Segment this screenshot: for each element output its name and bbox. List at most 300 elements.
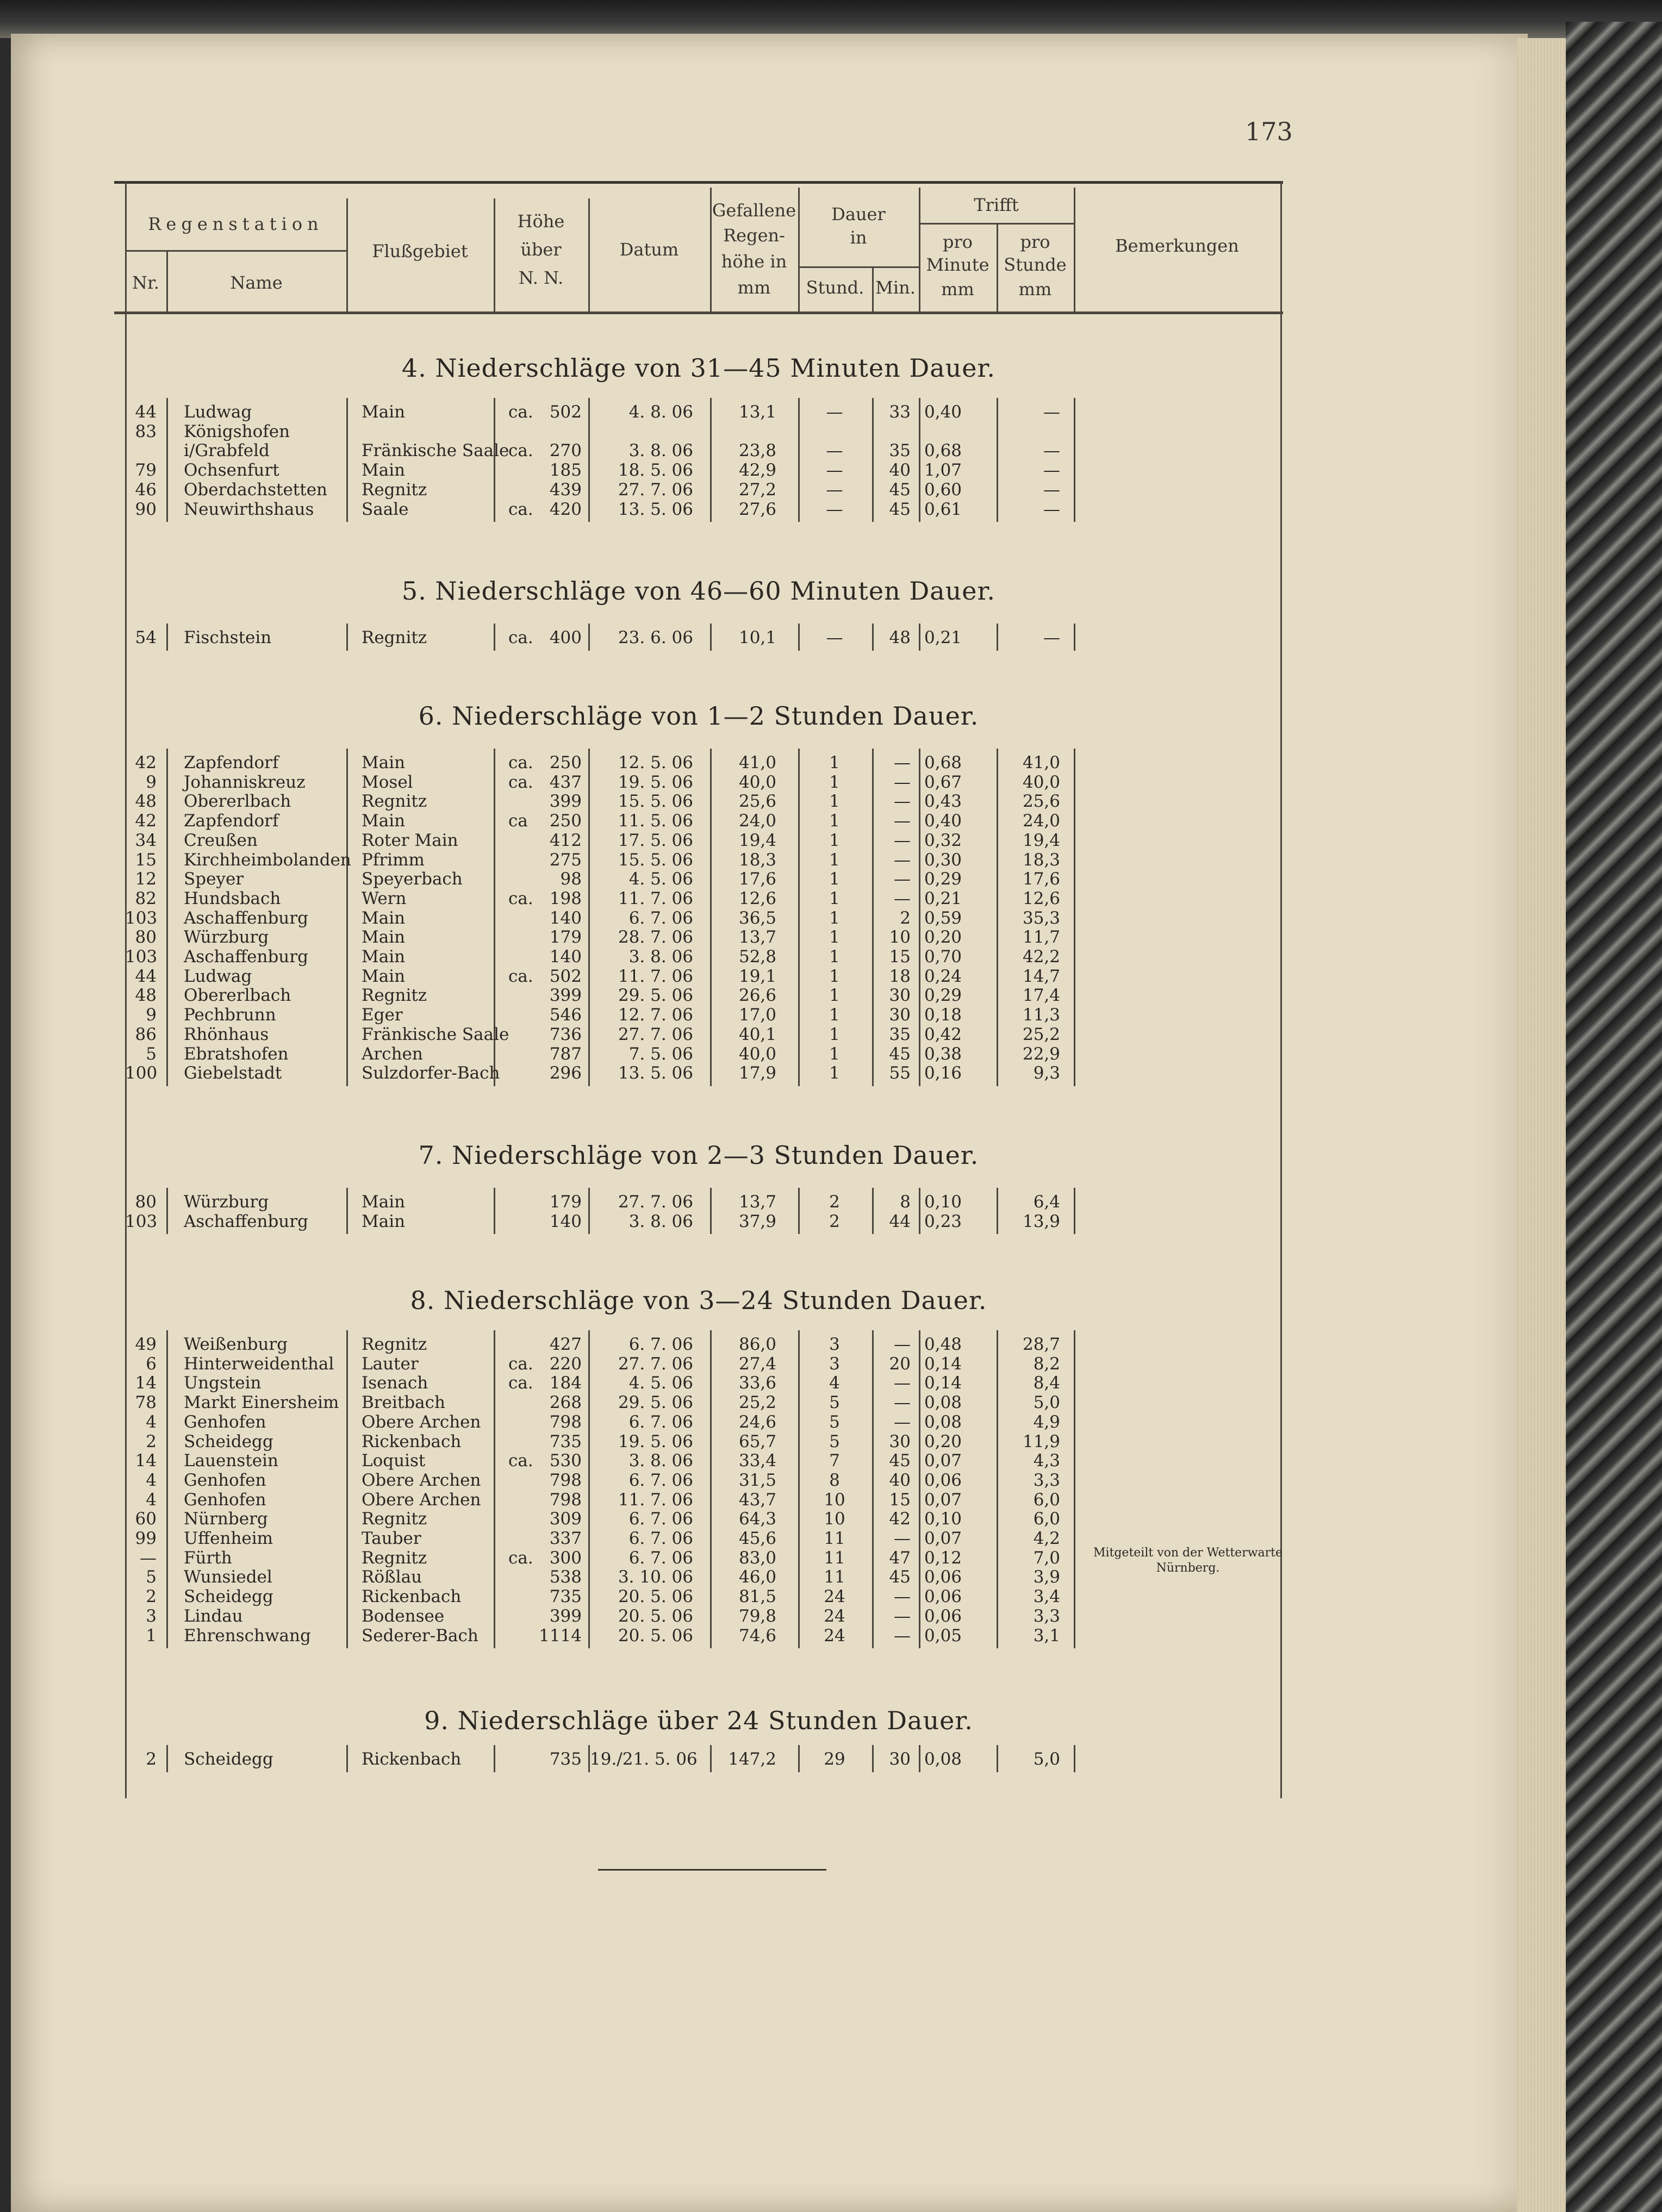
cell-fluss: Obere Archen <box>362 1470 481 1490</box>
cell-stund: 1 <box>829 908 840 928</box>
cell-name: Würzburg <box>184 1192 269 1212</box>
cell-ps: 6,4 <box>1033 1192 1060 1212</box>
table-row <box>0 1044 1662 1064</box>
cell-pm: 0,10 <box>924 1192 962 1212</box>
cell-regen: 33,6 <box>738 1373 776 1393</box>
header-dauer: Dauer <box>831 204 886 225</box>
cell-ps: 18,3 <box>1022 850 1060 870</box>
cell-name: Obererlbach <box>184 986 291 1006</box>
cell-name: Ludwag <box>184 966 252 986</box>
cell-name: Zapfendorf <box>184 811 279 831</box>
table-row <box>0 850 1662 870</box>
cell-regen: 10,1 <box>738 628 776 647</box>
cell-pm: 0,70 <box>924 947 962 967</box>
table-row <box>0 1626 1662 1646</box>
cell-ps: 35,3 <box>1022 908 1060 928</box>
cell-pm: 0,08 <box>924 1393 962 1413</box>
cell-ca: ca. <box>508 1373 533 1393</box>
cell-min: — <box>894 888 911 908</box>
cell-nr: 42 <box>135 811 157 831</box>
cell-datum: 6. 7. 06 <box>628 1412 693 1432</box>
cell-nr: — <box>140 1548 157 1568</box>
cell-pm: 0,10 <box>924 1509 962 1529</box>
cell-stund: 4 <box>829 1373 840 1393</box>
cell-stund: 24 <box>824 1625 845 1646</box>
cell-pm: 0,61 <box>924 499 962 519</box>
cell-ps: 4,2 <box>1033 1529 1060 1548</box>
cell-datum: 17. 5. 06 <box>618 830 693 850</box>
cell-nr: 103 <box>125 1211 158 1231</box>
cell-stund: 1 <box>829 947 840 967</box>
table-row <box>0 460 1662 480</box>
table-row <box>0 1335 1662 1354</box>
cell-pm: 0,14 <box>924 1354 962 1374</box>
cell-datum: 29. 5. 06 <box>618 1393 693 1413</box>
cell-min: — <box>894 1529 911 1548</box>
cell-fluss: Main <box>362 402 406 422</box>
cell-hoehe: 337 <box>549 1529 582 1548</box>
header-bottom-rule <box>114 311 1283 314</box>
cell-ps: — <box>1043 499 1060 519</box>
table-row <box>0 1749 1662 1769</box>
cell-nr: 49 <box>135 1335 157 1354</box>
cell-stund: 1 <box>829 753 840 772</box>
cell-min: 45 <box>889 1567 911 1587</box>
cell-fluss: Main <box>362 1192 406 1212</box>
section-title: 9. Niederschläge über 24 Stunden Dauer. <box>424 1706 973 1735</box>
cell-hoehe: 798 <box>549 1490 582 1510</box>
cell-nr: 2 <box>146 1431 157 1451</box>
cell-datum: 4. 8. 06 <box>628 402 693 422</box>
cell-ps: 12,6 <box>1022 888 1060 908</box>
cell-nr: 6 <box>146 1354 157 1374</box>
cell-fluss: Main <box>362 908 406 928</box>
cell-stund: 2 <box>829 1192 840 1212</box>
cell-name: Giebelstadt <box>184 1063 282 1083</box>
page-number: 173 <box>1245 117 1293 146</box>
cell-regen: 147,2 <box>728 1749 776 1769</box>
cell-pm: 0,30 <box>924 850 962 870</box>
cell-ca: ca. <box>508 402 533 422</box>
table-row <box>0 869 1662 889</box>
table-row <box>0 1005 1662 1025</box>
cell-regen: 25,6 <box>738 792 776 812</box>
cell-name: Ehrenschwang <box>184 1625 311 1646</box>
cell-name: Wunsiedel <box>184 1567 272 1587</box>
cell-stund: 1 <box>829 1024 840 1044</box>
cell-datum: 6. 7. 06 <box>628 1529 693 1548</box>
cell-name: Aschaffenburg <box>184 908 308 928</box>
cell-stund: 1 <box>829 869 840 889</box>
header-divider <box>919 223 1074 225</box>
cell-pm: 0,42 <box>924 1024 962 1044</box>
header-regen-2: Regen- <box>723 225 785 246</box>
cell-nr: 2 <box>146 1587 157 1607</box>
cell-datum: 27. 7. 06 <box>618 1354 693 1374</box>
cell-hoehe: 412 <box>549 830 582 850</box>
cell-ca: ca. <box>508 499 533 519</box>
cell-stund: — <box>826 402 843 422</box>
cell-datum: 11. 7. 06 <box>618 966 693 986</box>
cell-hoehe: 400 <box>549 628 582 647</box>
cell-regen: 13,7 <box>738 927 776 948</box>
cell-ps: 4,9 <box>1033 1412 1060 1432</box>
cell-datum: 3. 8. 06 <box>628 1211 693 1231</box>
cell-hoehe: 399 <box>549 986 582 1006</box>
cell-datum: 18. 5. 06 <box>618 460 693 481</box>
cell-hoehe: 98 <box>560 869 582 889</box>
table-row <box>0 831 1662 850</box>
cell-min: — <box>894 1393 911 1413</box>
cell-min: — <box>894 753 911 772</box>
cell-pm: 0,21 <box>924 888 962 908</box>
cell-fluss: Sederer-Bach <box>362 1625 478 1646</box>
header-flussgebiet: Flußgebiet <box>372 241 468 261</box>
cell-nr: 99 <box>135 1529 157 1548</box>
cell-min: 33 <box>889 402 911 422</box>
cell-datum: 20. 5. 06 <box>618 1606 693 1626</box>
cell-ps: 5,0 <box>1033 1393 1060 1413</box>
cell-pm: 0,32 <box>924 830 962 850</box>
cell-ps: 6,0 <box>1033 1490 1060 1510</box>
cell-name: Hinterweidenthal <box>184 1354 334 1374</box>
cell-name: Speyer <box>184 869 244 889</box>
table-row <box>0 1451 1662 1470</box>
cell-ps: 5,0 <box>1033 1749 1060 1769</box>
cell-nr: 83 <box>135 421 157 441</box>
cell-regen: 45,6 <box>738 1529 776 1548</box>
cell-regen: 17,9 <box>738 1063 776 1083</box>
cell-nr: 2 <box>146 1749 157 1769</box>
cell-datum: 13. 5. 06 <box>618 499 693 519</box>
cell-ca: ca. <box>508 1548 533 1568</box>
cell-regen: 19,1 <box>738 966 776 986</box>
cell-datum: 27. 7. 06 <box>618 479 693 500</box>
table-row <box>0 1470 1662 1490</box>
cell-name: Uffenheim <box>184 1529 273 1548</box>
cell-hoehe: 787 <box>549 1044 582 1064</box>
cell-min: 48 <box>889 628 911 647</box>
cell-fluss: Archen <box>362 1044 423 1064</box>
cell-min: 42 <box>889 1509 911 1529</box>
cell-hoehe: 250 <box>549 811 582 831</box>
cell-nr: 78 <box>135 1393 157 1413</box>
cell-datum: 6. 7. 06 <box>628 1470 693 1490</box>
table-row <box>0 628 1662 647</box>
header-name: Name <box>230 272 283 293</box>
table-row <box>0 1606 1662 1626</box>
cell-pm: 0,12 <box>924 1548 962 1568</box>
cell-pm: 0,06 <box>924 1606 962 1626</box>
cell-min: 30 <box>889 1749 911 1769</box>
cell-fluss: Roter Main <box>362 830 458 850</box>
cell-stund: 29 <box>824 1749 845 1769</box>
cell-ps: — <box>1043 441 1060 461</box>
cell-ca: ca. <box>508 1451 533 1471</box>
cell-nr: 44 <box>135 966 157 986</box>
section-title: 6. Niederschläge von 1—2 Stunden Dauer. <box>418 701 979 731</box>
table-row <box>0 1354 1662 1374</box>
cell-nr: 80 <box>135 1192 157 1212</box>
book-spine <box>0 0 1662 38</box>
cell-stund: 11 <box>824 1548 845 1568</box>
cell-name: Creußen <box>184 830 258 850</box>
cell-pm: 0,29 <box>924 869 962 889</box>
header-ps-2: Stunde <box>1004 254 1067 275</box>
cell-fluss: Loquist <box>362 1451 426 1471</box>
cell-pm: 0,07 <box>924 1490 962 1510</box>
cell-min: — <box>894 772 911 792</box>
table-row <box>0 1212 1662 1231</box>
cell-nr: 82 <box>135 888 157 908</box>
cell-nr: 103 <box>125 908 158 928</box>
cell-stund: 11 <box>824 1567 845 1587</box>
cell-name: Königshofen <box>184 421 290 441</box>
cell-name: Hundsbach <box>184 888 281 908</box>
cell-min: 30 <box>889 1005 911 1025</box>
cell-pm: 0,29 <box>924 986 962 1006</box>
table-row <box>0 1025 1662 1044</box>
cell-stund: 10 <box>824 1490 845 1510</box>
cell-regen: 12,6 <box>738 888 776 908</box>
cell-stund: 1 <box>829 811 840 831</box>
cell-stund: 24 <box>824 1587 845 1607</box>
cell-name: Scheidegg <box>184 1749 273 1769</box>
cell-fluss: Obere Archen <box>362 1412 481 1432</box>
header-regen-1: Gefallene <box>712 200 796 221</box>
cell-nr: 80 <box>135 927 157 948</box>
cell-ca: ca. <box>508 888 533 908</box>
cell-ps: 17,6 <box>1022 869 1060 889</box>
cell-name: Fischstein <box>184 628 272 647</box>
cell-datum: 3. 8. 06 <box>628 947 693 967</box>
cell-hoehe: 184 <box>549 1373 582 1393</box>
table-row <box>0 908 1662 928</box>
cell-fluss: Tauber <box>362 1529 421 1548</box>
cell-ps: 11,3 <box>1022 1005 1060 1025</box>
cell-ps: 41,0 <box>1022 753 1060 772</box>
cell-hoehe: 270 <box>549 441 582 461</box>
cell-stund: 24 <box>824 1606 845 1626</box>
table-row <box>0 1412 1662 1432</box>
table-row <box>0 986 1662 1005</box>
cell-hoehe: 220 <box>549 1354 582 1374</box>
cell-stund: 5 <box>829 1431 840 1451</box>
cell-name: Genhofen <box>184 1490 266 1510</box>
header-regen-3: höhe in <box>721 251 787 272</box>
cell-name: Scheidegg <box>184 1431 273 1451</box>
cell-min: 10 <box>889 927 911 948</box>
cell-stund: — <box>826 441 843 461</box>
cell-stund: 1 <box>829 927 840 948</box>
header-hoehe-3: N. N. <box>518 267 564 288</box>
cell-nr: 90 <box>135 499 157 519</box>
cell-fluss: Mosel <box>362 772 413 792</box>
cell-ps: 25,6 <box>1022 792 1060 812</box>
section-title: 7. Niederschläge von 2—3 Stunden Dauer. <box>418 1141 979 1170</box>
cell-fluss: Rickenbach <box>362 1431 462 1451</box>
cell-name: Nürnberg <box>184 1509 268 1529</box>
cell-datum: 19. 5. 06 <box>618 1431 693 1451</box>
cell-hoehe: 179 <box>549 1192 582 1212</box>
table-row <box>0 1393 1662 1412</box>
cell-fluss: Regnitz <box>362 1335 427 1354</box>
cell-ps: 3,1 <box>1033 1625 1060 1646</box>
table-row <box>0 1567 1662 1587</box>
cell-stund: — <box>826 460 843 481</box>
cell-min: — <box>894 792 911 812</box>
cell-min: 35 <box>889 1024 911 1044</box>
cell-pm: 0,07 <box>924 1451 962 1471</box>
cell-stund: 1 <box>829 850 840 870</box>
cell-datum: 11. 5. 06 <box>618 811 693 831</box>
cell-ca: ca. <box>508 1354 533 1374</box>
cell-min: 2 <box>900 908 911 928</box>
cell-hoehe: 140 <box>549 947 582 967</box>
cell-min: 15 <box>889 1490 911 1510</box>
cell-pm: 0,06 <box>924 1567 962 1587</box>
cell-regen: 86,0 <box>738 1335 776 1354</box>
cell-fluss: Fränkische Saale <box>362 1024 509 1044</box>
cell-regen: 33,4 <box>738 1451 776 1471</box>
cell-regen: 25,2 <box>738 1393 776 1413</box>
cell-regen: 23,8 <box>738 441 776 461</box>
cell-min: 30 <box>889 986 911 1006</box>
cell-name: Kirchheimbolanden <box>184 850 351 870</box>
cell-name: Weißenburg <box>184 1335 288 1354</box>
cell-regen: 24,6 <box>738 1412 776 1432</box>
cell-datum: 20. 5. 06 <box>618 1625 693 1646</box>
cell-ps: 3,9 <box>1033 1567 1060 1587</box>
cell-nr: 54 <box>135 628 157 647</box>
cell-ps: 4,3 <box>1033 1451 1060 1471</box>
cell-nr: 5 <box>146 1044 157 1064</box>
cell-name: Markt Einersheim <box>184 1393 339 1413</box>
cell-stund: — <box>826 499 843 519</box>
cell-ps: 13,9 <box>1022 1211 1060 1231</box>
cell-nr: 48 <box>135 986 157 1006</box>
header-datum: Datum <box>619 239 679 260</box>
cell-min: 55 <box>889 1063 911 1083</box>
cell-stund: 3 <box>829 1335 840 1354</box>
cell-fluss: Main <box>362 947 406 967</box>
cell-nr: 9 <box>146 1005 157 1025</box>
cell-nr: 42 <box>135 753 157 772</box>
cell-pm: 0,06 <box>924 1587 962 1607</box>
cell-nr: 14 <box>135 1373 157 1393</box>
cell-ps: 42,2 <box>1022 947 1060 967</box>
cell-datum: 11. 7. 06 <box>618 888 693 908</box>
cell-regen: 40,1 <box>738 1024 776 1044</box>
cell-hoehe: 437 <box>549 772 582 792</box>
cell-name: Ebratshofen <box>184 1044 289 1064</box>
cell-hoehe: 179 <box>549 927 582 948</box>
cell-fluss: Main <box>362 753 406 772</box>
cell-regen: 81,5 <box>738 1587 776 1607</box>
cell-ps: 3,3 <box>1033 1606 1060 1626</box>
cell-datum: 12. 7. 06 <box>618 1005 693 1025</box>
cell-hoehe: 275 <box>549 850 582 870</box>
cell-stund: 1 <box>829 888 840 908</box>
cell-fluss: Saale <box>362 499 409 519</box>
cell-fluss: Rickenbach <box>362 1587 462 1607</box>
cell-stund: 10 <box>824 1509 845 1529</box>
table-row <box>0 1063 1662 1083</box>
table-row <box>0 792 1662 811</box>
cell-hoehe: 300 <box>549 1548 582 1568</box>
cell-ps: 40,0 <box>1022 772 1060 792</box>
cell-min: — <box>894 1412 911 1432</box>
cell-stund: 2 <box>829 1211 840 1231</box>
cell-ps: 11,7 <box>1022 927 1060 948</box>
table-row <box>0 1509 1662 1529</box>
header-pm-1: pro <box>942 232 973 252</box>
cell-hoehe: 198 <box>549 888 582 908</box>
cell-stund: — <box>826 479 843 500</box>
cell-hoehe: 399 <box>549 1606 582 1626</box>
cell-datum: 15. 5. 06 <box>618 792 693 812</box>
cell-hoehe: 736 <box>549 1024 582 1044</box>
cell-ps: 8,4 <box>1033 1373 1060 1393</box>
cell-regen: 18,3 <box>738 850 776 870</box>
cell-datum: 29. 5. 06 <box>618 986 693 1006</box>
header-divider <box>798 266 919 268</box>
cell-regen: 36,5 <box>738 908 776 928</box>
cell-min: 20 <box>889 1354 911 1374</box>
cell-name: i/Grabfeld <box>184 441 270 461</box>
cell-datum: 15. 5. 06 <box>618 850 693 870</box>
cell-fluss: Rößlau <box>362 1567 422 1587</box>
cell-pm: 0,20 <box>924 927 962 948</box>
cell-hoehe: 140 <box>549 1211 582 1231</box>
cell-pm: 0,07 <box>924 1529 962 1548</box>
cell-datum: 11. 7. 06 <box>618 1490 693 1510</box>
cell-regen: 42,9 <box>738 460 776 481</box>
cell-pm: 0,67 <box>924 772 962 792</box>
header-pm-3: mm <box>941 279 974 300</box>
cell-ps: 24,0 <box>1022 811 1060 831</box>
cell-hoehe: 309 <box>549 1509 582 1529</box>
cell-fluss: Eger <box>362 1005 403 1025</box>
header-stund: Stund. <box>806 277 864 298</box>
cell-datum: 19. 5. 06 <box>618 772 693 792</box>
cell-regen: 65,7 <box>738 1431 776 1451</box>
cell-regen: 17,0 <box>738 1005 776 1025</box>
cell-regen: 37,9 <box>738 1211 776 1231</box>
cell-stund: 1 <box>829 986 840 1006</box>
header-bemerkungen: Bemerkungen <box>1115 235 1239 256</box>
cell-pm: 0,20 <box>924 1431 962 1451</box>
table-row <box>0 889 1662 908</box>
cell-min: — <box>894 1335 911 1354</box>
cell-ca: ca. <box>508 966 533 986</box>
cell-min: 47 <box>889 1548 911 1568</box>
cell-min: — <box>894 1373 911 1393</box>
cell-nr: 103 <box>125 947 158 967</box>
table-row <box>0 967 1662 986</box>
cell-min: 45 <box>889 479 911 500</box>
cell-min: 8 <box>900 1192 911 1212</box>
table-row <box>0 1432 1662 1451</box>
table-row <box>0 772 1662 792</box>
cell-ps: 6,0 <box>1033 1509 1060 1529</box>
cell-datum: 6. 7. 06 <box>628 1335 693 1354</box>
table-row <box>0 1548 1662 1568</box>
cell-name: Rhönhaus <box>184 1024 269 1044</box>
section-title: 4. Niederschläge von 31—45 Minuten Dauer. <box>401 353 996 383</box>
remark-note: Mitgeteilt von der Wetterwarte Nürnberg. <box>1093 1546 1283 1575</box>
cell-name: Würzburg <box>184 927 269 948</box>
